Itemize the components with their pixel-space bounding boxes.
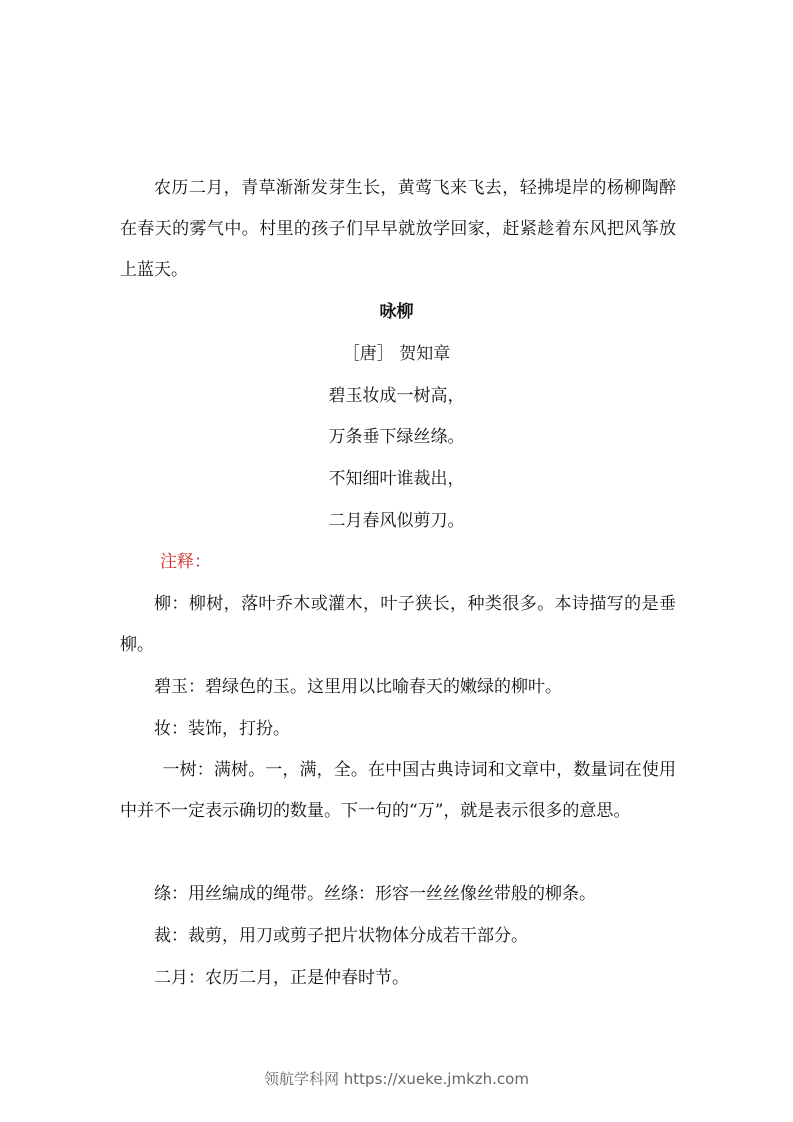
note-item: 柳：柳树，落叶乔木或灌木，叶子狭长，种类很多。本诗描写的是垂柳。 (120, 594, 676, 655)
poem-line: 二月春风似剪刀。 (328, 511, 465, 531)
note-item: 裁：裁剪，用刀或剪子把片状物体分成若干部分。 (154, 926, 528, 946)
note-item: 二月：农历二月，正是仲春时节。 (154, 968, 409, 988)
footer-watermark: 领航学科网 https://xueke.jmkzh.com (264, 1070, 529, 1088)
poem-title: 咏柳 (379, 302, 414, 322)
poem-line: 碧玉妆成一树高， (328, 386, 465, 406)
poem-author: ［唐］ 贺知章 (342, 344, 451, 364)
note-item: 碧玉：碧绿色的玉。这里用以比喻春天的嫩绿的柳叶。 (154, 677, 562, 697)
note-item: 一树：满树。一，满，全。在中国古典诗词和文章中，数量词在使用中并不一定表示确切的数量。下一句的“万”，就是表示很多的意思。 (120, 760, 676, 821)
poem-line: 万条垂下绿丝绦。 (328, 427, 465, 447)
notes-heading: 注释： (160, 552, 211, 572)
poem-line: 不知细叶谁裁出， (328, 469, 465, 489)
note-item: 妆：装饰，打扮。 (154, 719, 290, 739)
intro-paragraph: 农历二月，青草渐渐发芽生长，黄莺飞来飞去，轻拂堤岸的杨柳陶醉在春天的雾气中。村里的孩子们早早就放学回家，赶紧趁着东风把风筝放上蓝天。 (120, 178, 676, 280)
note-item: 绦：用丝编成的绳带。丝绦：形容一丝丝像丝带般的柳条。 (154, 884, 596, 904)
